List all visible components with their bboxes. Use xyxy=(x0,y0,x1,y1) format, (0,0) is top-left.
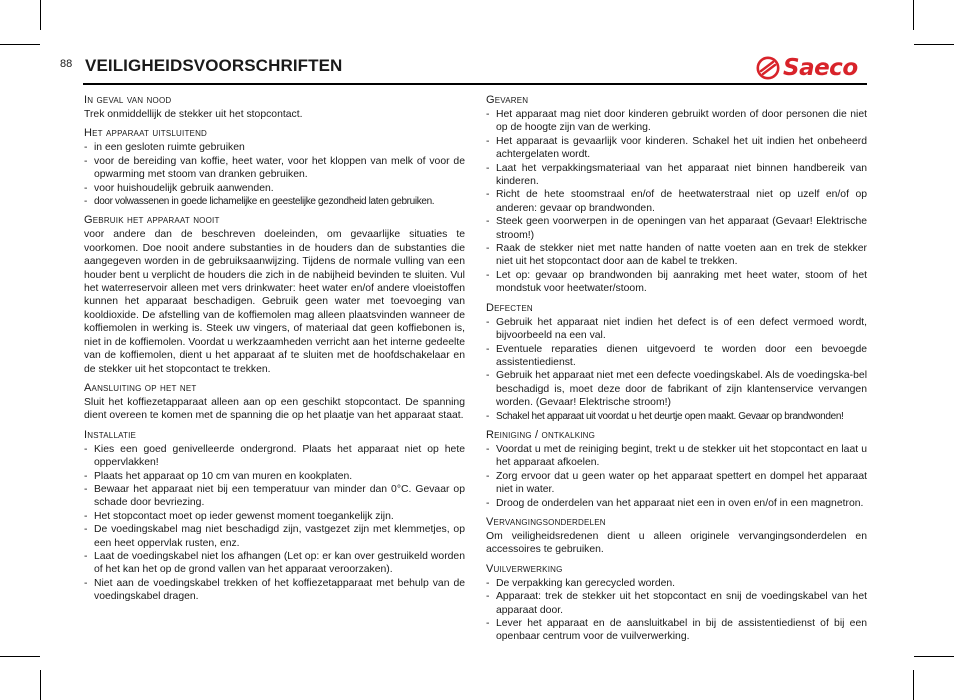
section-paragraph: voor andere dan de beschreven doeleinden, om gevaarlijke situaties te voorkomen. Doe nooit andere substanties in de houders dan de substanties die aangegeven worden in de gebruiksaanwijzing. Tijdens de normale vulling van een houder bent u verplicht de houders die zich in de nabijheid bevinden te sluiten. Vul het waterreservoir alleen met vers drinkwater: heet water en/of andere vloeistoffen kunnen het apparaat beschadigen. Gebruik geen water met toevoeging van kooldioxide. De afstelling van de koffiemolen mag alleen plaatsvinden wanneer de koffiemolen in werking is. Steek uw vingers, of materiaal dat geen koffiebonen is, niet in de koffiemolen. Voordat u werkzaamheden verricht aan het interne gedeelte van de koffiemolen, dient u het apparaat af te sluiten met de hoofdschakelaar en de stekker uit het stopcontact te trekken. xyxy=(84,229,465,375)
crop-mark xyxy=(913,670,914,700)
section-defecten xyxy=(486,302,867,423)
list-item: - in een gesloten ruimte gebruiken xyxy=(84,141,465,154)
list-item: - Gebruik het apparaat niet met een defecte voedingskabel. Als de voedingska-bel beschadigd is, moet deze door de fabrikant of zijn klantenservice vervangen worden. (Gevaar! Elektrische stroom!) xyxy=(486,369,867,409)
section-heading: Installatie xyxy=(84,428,137,441)
section-reiniging-ontkalking xyxy=(486,429,867,510)
list-item: - voor de bereiding van koffie, heet water, voor het kloppen van melk of voor de opwarming met stoom van dranken gebruiken. xyxy=(84,155,465,182)
saeco-logo xyxy=(756,53,868,83)
section-aansluiting-op-het-net xyxy=(84,382,465,423)
section-heading: Defecten xyxy=(486,301,533,314)
section-heading: In geval van nood xyxy=(84,94,172,106)
list-item: - Schakel het apparaat uit voordat u het deurtje open maakt. Gevaar op brandwonden! xyxy=(486,410,867,423)
list-item: - Raak de stekker niet met natte handen of natte voeten aan en trek de stekker niet uit het stopcontact door aan de kabel te trekken. xyxy=(486,242,867,269)
list-item: - Apparaat: trek de stekker uit het stopcontact en snij de voedingskabel van het apparaat door. xyxy=(486,590,867,617)
list-item: - Voordat u met de reiniging begint, trekt u de stekker uit het stopcontact en laat u het apparaat afkoelen. xyxy=(486,443,867,470)
section-paragraph: Om veiligheidsredenen dient u alleen originele vervangingsonderdelen en accessoires te gebruiken. xyxy=(486,530,867,556)
list-item: - Lever het apparaat en de aansluitkabel in bij de assistentiedienst of bij een openbaar centrum voor de vuilverwerking. xyxy=(486,617,867,644)
bullet-list xyxy=(486,577,867,644)
section-heading: Reiniging / ontkalking xyxy=(486,428,596,441)
list-item: - Laat het verpakkingsmateriaal van het apparaat niet binnen handbereik van kinderen. xyxy=(486,162,867,189)
list-item: - Zorg ervoor dat u geen water op het apparaat spettert en dompel het apparaat niet in water. xyxy=(486,470,867,497)
bullet-list xyxy=(84,141,465,208)
saeco-logo-text: Saeco xyxy=(783,55,858,81)
list-item: - Plaats het apparaat op 10 cm van muren en kookplaten. xyxy=(84,470,465,483)
list-item: - De verpakking kan gerecycled worden. xyxy=(486,577,867,590)
bullet-list xyxy=(486,443,867,510)
section-heading: Het apparaat uitsluitend xyxy=(84,127,208,140)
section-in-geval-van-nood xyxy=(84,94,465,121)
crop-mark xyxy=(914,44,954,45)
crop-mark xyxy=(914,656,954,657)
crop-mark xyxy=(0,656,40,657)
list-item: - Het apparaat mag niet door kinderen gebruikt worden of door personen die niet op de hoogte zijn van de werking. xyxy=(486,108,867,135)
crop-mark xyxy=(40,0,41,30)
header-rule xyxy=(83,83,867,85)
crop-mark xyxy=(40,670,41,700)
list-item: - Gebruik het apparaat niet indien het defect is of een defect vermoed wordt, bijvoorbeeld na een val. xyxy=(486,316,867,343)
list-item: - Het apparaat is gevaarlijk voor kinderen. Schakel het uit indien het onbeheerd achtergelaten wordt. xyxy=(486,135,867,162)
section-vuilverwerking xyxy=(486,563,867,644)
section-heading: Vervangingsonderdelen xyxy=(486,515,606,528)
saeco-logo-icon xyxy=(756,56,780,80)
section-paragraph: Trek onmiddellijk de stekker uit het stopcontact. xyxy=(84,109,303,120)
list-item: - Kies een goed genivelleerde ondergrond. Plaats het apparaat niet op hete oppervlakken! xyxy=(84,443,465,470)
list-item: - Laat de voedingskabel niet los afhangen (Let op: er kan over gestruikeld worden of het kan het op de grond vallen van het apparaat veroorzaken). xyxy=(84,550,465,577)
bullet-list xyxy=(84,443,465,604)
right-column xyxy=(486,94,867,650)
list-item: - Richt de hete stoomstraal en/of de heetwaterstraal niet op uzelf en/of op anderen: gevaar op brandwonden. xyxy=(486,188,867,215)
list-item: - Steek geen voorwerpen in de openingen van het apparaat (Gevaar! Elektrische stroom!) xyxy=(486,215,867,242)
section-heading: Gevaren xyxy=(486,94,529,106)
list-item: - De voedingskabel mag niet beschadigd zijn, vastgezet zijn met klemmetjes, op een heet oppervlak rusten, enz. xyxy=(84,523,465,550)
section-heading: Vuilverwerking xyxy=(486,562,563,575)
list-item: - Eventuele reparaties dienen uitgevoerd te worden door een bevoegde assistentiedienst. xyxy=(486,343,867,370)
section-heading: Gebruik het apparaat nooit xyxy=(84,214,220,227)
bullet-list xyxy=(486,316,867,423)
bullet-list xyxy=(486,108,867,296)
left-column xyxy=(84,94,465,610)
list-item: - Bewaar het apparaat niet bij een temperatuur van minder dan 0°C. Gevaar op schade door bevriezing. xyxy=(84,483,465,510)
crop-mark xyxy=(0,44,40,45)
section-paragraph: Sluit het koffiezetapparaat alleen aan op een geschikt stopcontact. De spanning dient overeen te komen met de spanning die op het plaatje van het apparaat staat. xyxy=(84,396,465,422)
list-item: - Niet aan de voedingskabel trekken of het koffiezetapparaat met behulp van de voedingskabel dragen. xyxy=(84,577,465,604)
page-number: 88 xyxy=(60,58,73,70)
list-item: - Het stopcontact moet op ieder gewenst moment toegankelijk zijn. xyxy=(84,510,465,523)
section-vervangingsonderdelen xyxy=(486,516,867,557)
section-gebruik-het-apparaat-nooit xyxy=(84,214,465,375)
section-het-apparaat-uitsluitend xyxy=(84,127,465,208)
list-item: - door volwassenen in goede lichamelijke en geestelijke gezondheid laten gebruiken. xyxy=(84,195,465,208)
crop-mark xyxy=(913,0,914,30)
section-installatie xyxy=(84,429,465,604)
section-heading: Aansluiting op het net xyxy=(84,381,197,394)
list-item: - Let op: gevaar op brandwonden bij aanraking met heet water, stoom of het mondstuk voor heetwater/stoom. xyxy=(486,269,867,296)
section-gevaren xyxy=(486,94,867,296)
list-item: - voor huishoudelijk gebruik aanwenden. xyxy=(84,182,465,195)
page-title: VEILIGHEIDSVOORSCHRIFTEN xyxy=(85,56,343,75)
list-item: - Droog de onderdelen van het apparaat niet een in oven en/of in een magnetron. xyxy=(486,497,867,510)
